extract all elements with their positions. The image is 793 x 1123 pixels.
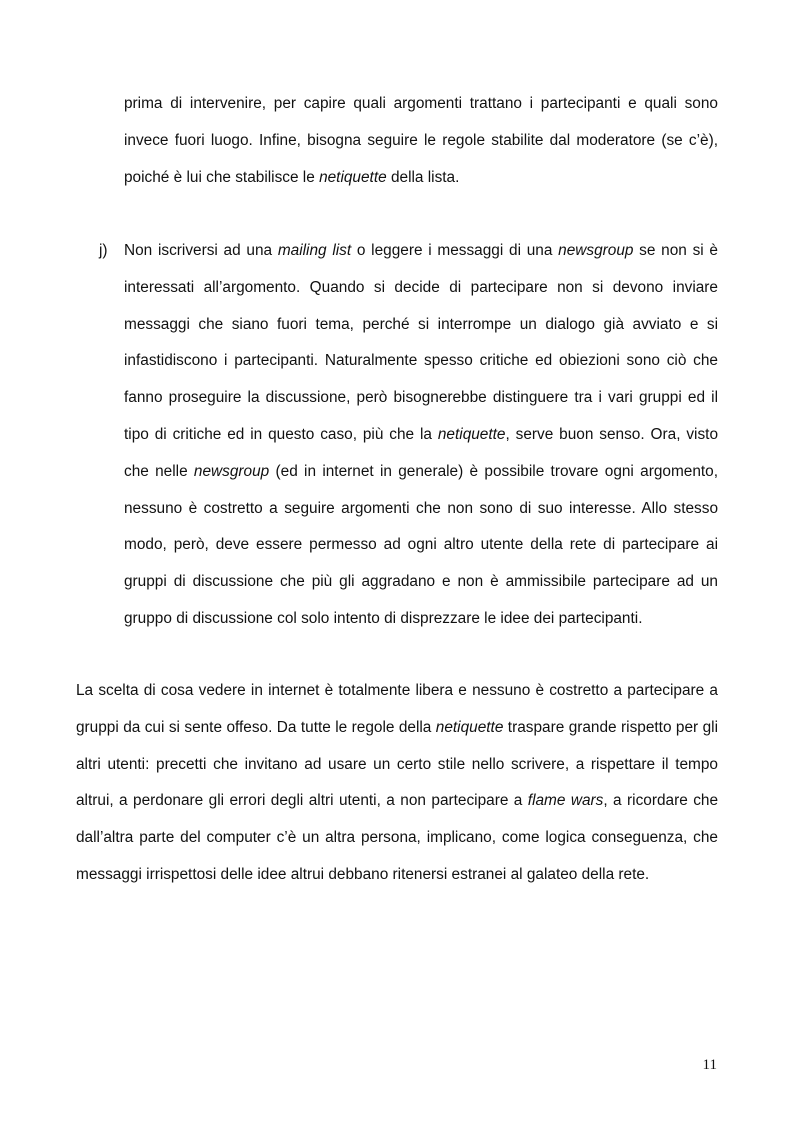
page-number: 11 [702,1057,717,1073]
text-run: della lista. [386,168,460,186]
italic-term: newsgroup [558,242,634,259]
text-run: , a ricordare che dall’altra parte del computer c’è un altra persona, implicano, come logica conseguenza, che messaggi irrispettosi delle idee altrui debbano ritenersi estranei al galateo della rete. [76,792,719,883]
text-run: traspare grande rispetto per gli altri utenti: precetti che invitano ad usare un certo stile nello scrivere, a rispettare il tempo altrui, a perdonare gli errori degli altri utenti, a non partecipare a [76,718,718,810]
text-run: Non iscriversi ad una [124,242,278,259]
list-marker-j: j) [99,242,108,259]
text-run: La scelta di cosa vedere in internet è totalmente libera e nessuno è costretto a partecipare a gruppi da cui si sente offeso. Da tutte le regole della [76,682,718,736]
italic-term: netiquette [437,425,506,443]
italic-term: netiquette [435,718,504,736]
closing-paragraph [76,673,718,894]
text-run: o leggere i messaggi di una [351,242,559,259]
italic-term: newsgroup [193,462,270,480]
text-run: prima di intervenire, per capire quali argomenti trattano i partecipanti e quali sono invece fuori luogo. Infine, bisogna seguire le regole stabilite dal moderatore (se c’è), poiché è lui che stabilisce le [124,95,718,186]
italic-term: netiquette [319,168,387,186]
text-run: se non si è interessati all’argomento. Quando si decide di partecipare non si devono inviare messaggi che siano fuori tema, perché si interrompe un dialogo già avviato e si infastidiscono i partecipanti. Naturalmente spesso critiche ed obiezioni sono ciò che fanno proseguire la discussione, però bisognerebbe distinguere tra i vari gruppi ed il tipo di critiche ed in questo caso, più che la [124,242,718,443]
continuation-paragraph [124,86,718,196]
italic-term: mailing list [277,242,352,259]
text-run: , serve buon senso. Ora, visto che nelle [124,425,719,480]
list-item-j-text [124,233,718,638]
text-run: (ed in internet in generale) è possibile trovare ogni argomento, nessuno è costretto a seguire argomenti che non sono di suo interesse. Allo stesso modo, però, deve essere permesso ad ogni altro utente della rete di partecipare ai gruppi di discussione che più gli aggradano e non è ammissibile partecipare ad un gruppo di discussione col solo intento di disprezzare le idee dei partecipanti. [124,462,718,627]
italic-term: flame wars [527,792,604,810]
